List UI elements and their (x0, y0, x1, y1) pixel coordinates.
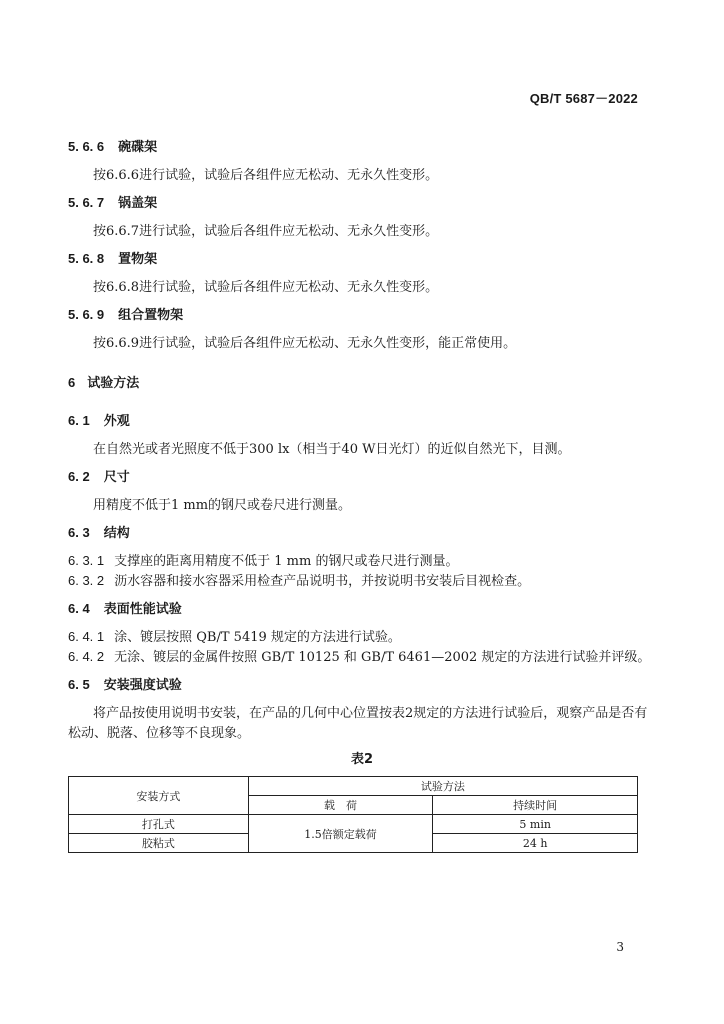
clause-body-5-6-6: 按6.6.6进行试验，试验后各组件应无松动、无永久性变形。 (93, 168, 439, 183)
clause-heading-6-5 (68, 674, 182, 693)
cell-install-mode: 胶粘式 (69, 834, 249, 853)
cell-load: 1.5倍额定载荷 (248, 815, 433, 853)
clause-body-5-6-8: 按6.6.8进行试验，试验后各组件应无松动、无永久性变形。 (93, 280, 439, 295)
clause-body: 沥水容器和接水容器采用检查产品说明书，并按说明书安装后目视检查。 (114, 574, 531, 589)
header-test-method: 试验方法 (248, 777, 637, 796)
clause-title: 表面性能试验 (103, 602, 182, 617)
clause-number: 5. 6. 8 (68, 251, 105, 266)
clause-6-4-2 (68, 646, 650, 665)
header-install-mode: 安装方式 (69, 777, 249, 815)
clause-number: 5. 6. 6 (68, 139, 105, 154)
cell-install-mode: 打孔式 (69, 815, 249, 834)
clause-body-6-2: 用精度不低于1 mm的钢尺或卷尺进行测量。 (93, 498, 352, 513)
clause-title: 尺寸 (103, 470, 130, 485)
section-number: 6 (68, 375, 76, 390)
clause-body: 无涂、镀层的金属件按照 GB/T 10125 和 GB/T 6461—2002 规定的方法进行试验并评级。 (114, 650, 651, 665)
clause-number: 6. 3. 1 (68, 553, 105, 568)
clause-number: 6. 4. 2 (68, 649, 105, 664)
clause-title: 锅盖架 (118, 196, 158, 211)
clause-body-5-6-9: 按6.6.9进行试验，试验后各组件应无松动、无永久性变形，能正常使用。 (93, 336, 517, 351)
clause-6-3-1 (68, 550, 458, 569)
clause-number: 6. 1 (68, 413, 90, 428)
clause-heading-6-1 (68, 410, 130, 429)
clause-6-3-2 (68, 570, 530, 589)
standard-code: QB/T 5687－2022 (529, 91, 638, 106)
header-duration: 持续时间 (433, 796, 638, 815)
clause-body-5-6-7: 按6.6.7进行试验，试验后各组件应无松动、无永久性变形。 (93, 224, 439, 239)
clause-number: 6. 3. 2 (68, 573, 105, 588)
clause-body: 支撑座的距离用精度不低于 1 mm 的钢尺或卷尺进行测量。 (114, 554, 459, 569)
section-heading-6 (68, 372, 139, 391)
clause-title: 结构 (103, 526, 130, 541)
header-load: 载 荷 (248, 796, 433, 815)
test-method-table (68, 776, 638, 853)
cell-duration: 24 h (433, 834, 638, 853)
clause-number: 6. 3 (68, 525, 90, 540)
clause-number: 6. 4 (68, 601, 90, 616)
clause-6-4-1 (68, 626, 401, 645)
clause-heading-6-4 (68, 598, 182, 617)
clause-title: 组合置物架 (118, 308, 184, 323)
clause-number: 6. 2 (68, 469, 90, 484)
clause-title: 置物架 (118, 252, 158, 267)
clause-number: 6. 5 (68, 677, 90, 692)
clause-heading-5-6-8 (68, 248, 157, 267)
clause-number: 6. 4. 1 (68, 629, 105, 644)
clause-heading-5-6-6 (68, 136, 157, 155)
page-number: 3 (616, 940, 624, 954)
clause-heading-5-6-9 (68, 304, 183, 323)
clause-body: 涂、镀层按照 QB/T 5419 规定的方法进行试验。 (114, 630, 401, 645)
clause-title: 碗碟架 (118, 140, 158, 155)
clause-heading-5-6-7 (68, 192, 157, 211)
section-title: 试验方法 (87, 376, 140, 391)
clause-number: 5. 6. 7 (68, 195, 105, 210)
clause-body-6-5-line2: 松动、脱落、位移等不良现象。 (68, 726, 251, 741)
clause-body-6-5-line1: 将产品按使用说明书安装，在产品的几何中心位置按表2规定的方法进行试验后，观察产品是否有 (93, 706, 648, 721)
clause-title: 安装强度试验 (103, 678, 182, 693)
clause-title: 外观 (103, 414, 130, 429)
clause-heading-6-2 (68, 466, 130, 485)
cell-duration: 5 min (433, 815, 638, 834)
clause-number: 5. 6. 9 (68, 307, 105, 322)
clause-heading-6-3 (68, 522, 130, 541)
table-caption: 表2 (350, 752, 374, 767)
table-row (69, 815, 638, 834)
clause-body-6-1: 在自然光或者光照度不低于300 lx（相当于40 W日光灯）的近似自然光下，目测。 (93, 442, 571, 457)
